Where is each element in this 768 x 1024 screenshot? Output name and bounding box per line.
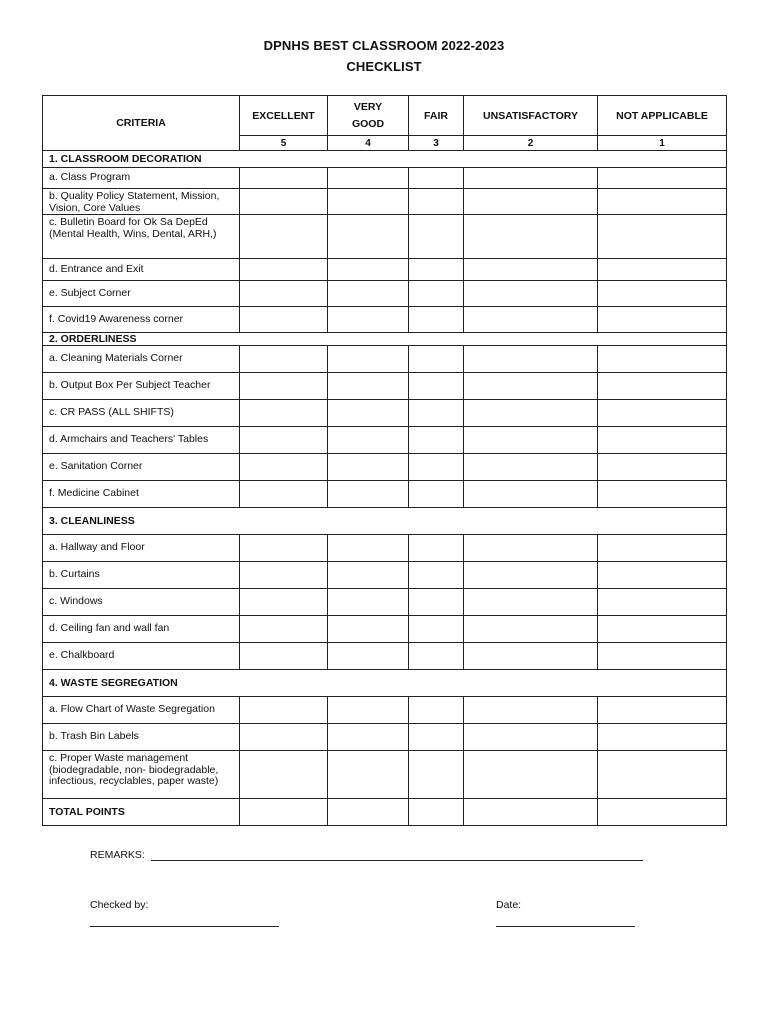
total-cell[interactable] — [240, 799, 328, 826]
total-cell[interactable] — [598, 799, 727, 826]
rating-cell[interactable] — [240, 535, 328, 562]
rating-cell[interactable] — [409, 373, 464, 400]
rating-cell[interactable] — [328, 427, 409, 454]
section-title: 2. ORDERLINESS — [43, 333, 727, 346]
rating-cell[interactable] — [598, 259, 727, 281]
unsatisfactory-header: UNSATISFACTORY — [464, 96, 598, 136]
rating-cell[interactable] — [598, 281, 727, 307]
criteria-label: b. Quality Policy Statement, Mission, Vision, Core Values — [43, 189, 240, 215]
section-row — [43, 508, 727, 535]
criteria-row — [43, 454, 727, 481]
rating-cell[interactable] — [464, 697, 598, 724]
criteria-label: b. Output Box Per Subject Teacher — [43, 373, 240, 400]
rating-cell[interactable] — [598, 724, 727, 751]
section-title: 4. WASTE SEGREGATION — [43, 670, 727, 697]
criteria-label: e. Subject Corner — [43, 281, 240, 307]
criteria-label: d. Armchairs and Teachers' Tables — [43, 427, 240, 454]
rating-cell[interactable] — [240, 454, 328, 481]
rating-cell[interactable] — [464, 751, 598, 799]
rating-cell[interactable] — [240, 373, 328, 400]
rating-cell[interactable] — [598, 697, 727, 724]
rating-cell[interactable] — [464, 215, 598, 259]
rating-cell[interactable] — [464, 281, 598, 307]
checklist-table — [42, 95, 727, 826]
rating-cell[interactable] — [464, 427, 598, 454]
criteria-label: a. Flow Chart of Waste Segregation — [43, 697, 240, 724]
remarks-label: REMARKS: — [90, 849, 145, 861]
rating-cell[interactable] — [409, 189, 464, 215]
section-title: 3. CLEANLINESS — [43, 508, 727, 535]
criteria-row — [43, 281, 727, 307]
rating-cell[interactable] — [464, 562, 598, 589]
rating-cell[interactable] — [328, 215, 409, 259]
criteria-label: c. Proper Waste management (biodegradable, non- biodegradable, infectious, recyclables, paper waste) — [43, 751, 240, 799]
criteria-row — [43, 589, 727, 616]
rating-cell[interactable] — [598, 616, 727, 643]
criteria-label: a. Hallway and Floor — [43, 535, 240, 562]
rating-cell[interactable] — [409, 400, 464, 427]
rating-cell[interactable] — [598, 589, 727, 616]
rating-cell[interactable] — [598, 454, 727, 481]
criteria-label: d. Ceiling fan and wall fan — [43, 616, 240, 643]
criteria-row — [43, 307, 727, 333]
rating-cell[interactable] — [240, 189, 328, 215]
checked-by-label: Checked by: — [90, 899, 149, 911]
rating-cell[interactable] — [328, 189, 409, 215]
rating-cell[interactable] — [464, 535, 598, 562]
rating-cell[interactable] — [464, 189, 598, 215]
document-title: DPNHS BEST CLASSROOM 2022-2023 — [263, 38, 505, 53]
rating-cell[interactable] — [328, 616, 409, 643]
rating-cell[interactable] — [598, 400, 727, 427]
criteria-row — [43, 481, 727, 508]
very-good-header: VERY GOOD — [328, 96, 409, 136]
rating-cell[interactable] — [598, 427, 727, 454]
rating-cell[interactable] — [240, 215, 328, 259]
rating-cell[interactable] — [240, 481, 328, 508]
rating-cell[interactable] — [240, 643, 328, 670]
rating-cell[interactable] — [328, 589, 409, 616]
total-points-label: TOTAL POINTS — [43, 799, 240, 826]
excellent-header: EXCELLENT — [240, 96, 328, 136]
score-excellent: 5 — [240, 136, 328, 151]
total-cell[interactable] — [409, 799, 464, 826]
criteria-row — [43, 259, 727, 281]
rating-cell[interactable] — [464, 454, 598, 481]
rating-cell[interactable] — [598, 373, 727, 400]
rating-cell[interactable] — [598, 168, 727, 189]
rating-cell[interactable] — [240, 346, 328, 373]
criteria-row — [43, 643, 727, 670]
criteria-row — [43, 427, 727, 454]
rating-cell[interactable] — [464, 400, 598, 427]
rating-cell[interactable] — [328, 535, 409, 562]
rating-cell[interactable] — [328, 454, 409, 481]
rating-cell[interactable] — [409, 427, 464, 454]
rating-cell[interactable] — [464, 259, 598, 281]
rating-cell[interactable] — [328, 751, 409, 799]
checked-by-line[interactable] — [90, 914, 279, 927]
section-row — [43, 151, 727, 168]
rating-cell[interactable] — [240, 724, 328, 751]
rating-cell[interactable] — [328, 481, 409, 508]
rating-cell[interactable] — [409, 643, 464, 670]
header-row — [43, 96, 727, 136]
criteria-label: f. Medicine Cabinet — [43, 481, 240, 508]
criteria-row — [43, 724, 727, 751]
criteria-row — [43, 751, 727, 799]
rating-cell[interactable] — [409, 259, 464, 281]
rating-cell[interactable] — [598, 189, 727, 215]
total-cell[interactable] — [328, 799, 409, 826]
rating-cell[interactable] — [240, 400, 328, 427]
criteria-row — [43, 400, 727, 427]
score-fair: 3 — [409, 136, 464, 151]
rating-cell[interactable] — [409, 346, 464, 373]
rating-cell[interactable] — [409, 535, 464, 562]
total-row — [43, 799, 727, 826]
criteria-label: a. Class Program — [43, 168, 240, 189]
criteria-label: c. Windows — [43, 589, 240, 616]
criteria-label: f. Covid19 Awareness corner — [43, 307, 240, 333]
remarks-line[interactable] — [151, 848, 643, 861]
criteria-label: d. Entrance and Exit — [43, 259, 240, 281]
rating-cell[interactable] — [240, 751, 328, 799]
rating-cell[interactable] — [598, 643, 727, 670]
fair-header: FAIR — [409, 96, 464, 136]
rating-cell[interactable] — [409, 697, 464, 724]
rating-cell[interactable] — [464, 589, 598, 616]
criteria-label: b. Curtains — [43, 562, 240, 589]
rating-cell[interactable] — [240, 697, 328, 724]
rating-cell[interactable] — [409, 454, 464, 481]
criteria-row — [43, 346, 727, 373]
rating-cell[interactable] — [409, 589, 464, 616]
criteria-row — [43, 697, 727, 724]
criteria-row — [43, 373, 727, 400]
score-not-applicable: 1 — [598, 136, 727, 151]
rating-cell[interactable] — [240, 168, 328, 189]
rating-cell[interactable] — [328, 346, 409, 373]
rating-cell[interactable] — [328, 400, 409, 427]
criteria-label: b. Trash Bin Labels — [43, 724, 240, 751]
rating-cell[interactable] — [240, 281, 328, 307]
criteria-row — [43, 215, 727, 259]
criteria-label: c. Bulletin Board for Ok Sa DepEd (Mental Health, Wins, Dental, ARH,) — [43, 215, 240, 259]
rating-cell[interactable] — [328, 259, 409, 281]
criteria-label: c. CR PASS (ALL SHIFTS) — [43, 400, 240, 427]
rating-cell[interactable] — [328, 281, 409, 307]
rating-cell[interactable] — [464, 616, 598, 643]
section-row — [43, 670, 727, 697]
rating-cell[interactable] — [409, 168, 464, 189]
criteria-label: e. Chalkboard — [43, 643, 240, 670]
rating-cell[interactable] — [598, 215, 727, 259]
rating-cell[interactable] — [409, 562, 464, 589]
criteria-header: CRITERIA — [43, 96, 240, 151]
rating-cell[interactable] — [598, 346, 727, 373]
section-title: 1. CLASSROOM DECORATION — [43, 151, 727, 168]
rating-cell[interactable] — [240, 427, 328, 454]
rating-cell[interactable] — [598, 562, 727, 589]
section-row — [43, 333, 727, 346]
rating-cell[interactable] — [464, 373, 598, 400]
rating-cell[interactable] — [328, 643, 409, 670]
not-applicable-header: NOT APPLICABLE — [598, 96, 727, 136]
score-unsatisfactory: 2 — [464, 136, 598, 151]
rating-cell[interactable] — [464, 724, 598, 751]
rating-cell[interactable] — [409, 215, 464, 259]
rating-cell[interactable] — [328, 562, 409, 589]
rating-cell[interactable] — [328, 168, 409, 189]
criteria-label: e. Sanitation Corner — [43, 454, 240, 481]
rating-cell[interactable] — [240, 562, 328, 589]
total-cell[interactable] — [464, 799, 598, 826]
rating-cell[interactable] — [464, 307, 598, 333]
rating-cell[interactable] — [328, 697, 409, 724]
rating-cell[interactable] — [409, 616, 464, 643]
rating-cell[interactable] — [409, 307, 464, 333]
rating-cell[interactable] — [240, 307, 328, 333]
criteria-row — [43, 562, 727, 589]
rating-cell[interactable] — [328, 724, 409, 751]
rating-cell[interactable] — [409, 724, 464, 751]
rating-cell[interactable] — [464, 643, 598, 670]
rating-cell[interactable] — [598, 307, 727, 333]
criteria-label: a. Cleaning Materials Corner — [43, 346, 240, 373]
rating-cell[interactable] — [328, 373, 409, 400]
rating-cell[interactable] — [598, 535, 727, 562]
rating-cell[interactable] — [598, 481, 727, 508]
rating-cell[interactable] — [464, 346, 598, 373]
rating-cell[interactable] — [240, 259, 328, 281]
score-very-good: 4 — [328, 136, 409, 151]
criteria-row — [43, 535, 727, 562]
date-label: Date: — [496, 899, 522, 911]
criteria-row — [43, 168, 727, 189]
rating-cell[interactable] — [240, 589, 328, 616]
rating-cell[interactable] — [464, 481, 598, 508]
rating-cell[interactable] — [409, 481, 464, 508]
document-subtitle: CHECKLIST — [346, 59, 422, 74]
rating-cell[interactable] — [409, 281, 464, 307]
rating-cell[interactable] — [464, 168, 598, 189]
rating-cell[interactable] — [240, 616, 328, 643]
rating-cell[interactable] — [598, 751, 727, 799]
rating-cell[interactable] — [328, 307, 409, 333]
criteria-row — [43, 189, 727, 215]
rating-cell[interactable] — [409, 751, 464, 799]
date-line[interactable] — [496, 914, 635, 927]
criteria-row — [43, 616, 727, 643]
